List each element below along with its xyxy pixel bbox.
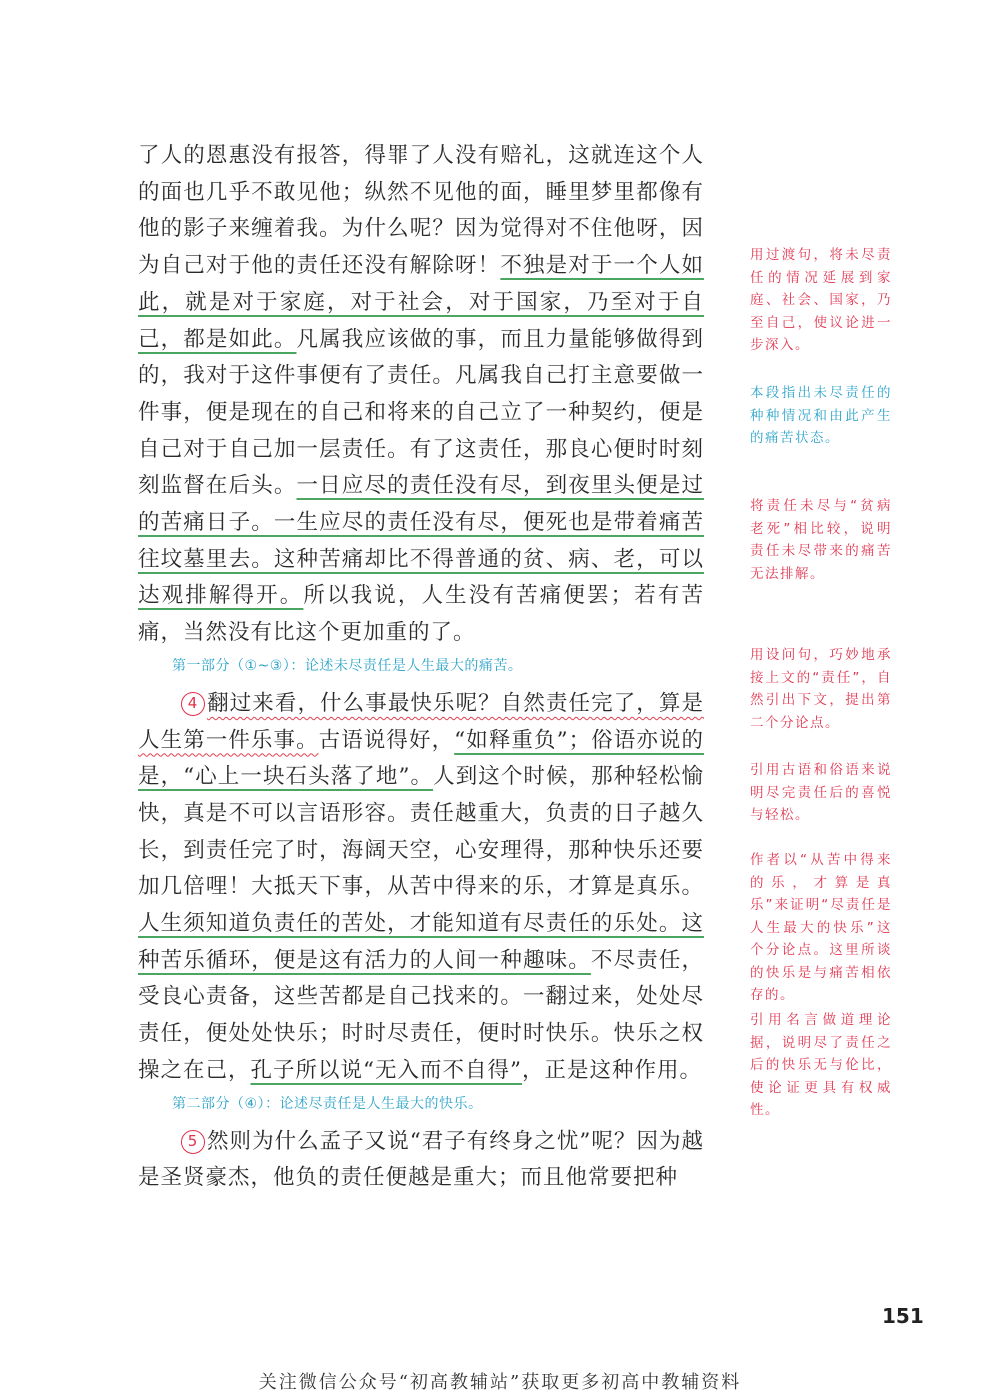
part1-summary bbox=[172, 654, 704, 678]
underlined-transition-sentence: 不独是对于一个人如此，就是对于家庭，对于社会，对于国家，乃至对于自己，都是如此。 bbox=[138, 253, 704, 352]
paragraph-4 bbox=[138, 686, 704, 1090]
main-text bbox=[138, 138, 704, 1197]
part1-text: ：论述未尽责任是人生最大的痛苦。 bbox=[290, 657, 523, 674]
margin-note-proverb: 引用古语和俗语来说明尽完责任后的喜悦与轻松。 bbox=[750, 762, 892, 823]
paragraph-5 bbox=[138, 1124, 704, 1197]
footer-watermark: 关注微信公众号“初高教辅站”获取更多初高中教辅资料 bbox=[258, 1372, 742, 1393]
part2-label: 第二部分（④） bbox=[172, 1095, 266, 1112]
margin-note-sub-argument: 作者以“从苦中得来的乐，才算是真乐”来证明“尽责任是人生最大的快乐”这个分论点。这里所谈的快乐是与痛苦相依存的。 bbox=[750, 852, 892, 1003]
text-segment: 不尽责任，受良心责备，这些苦都是自己找来的。一翻过来，处处尽责任，便处处快乐；时时尽责任，便时时快乐。快乐之权操之在己， bbox=[138, 947, 704, 1083]
text-segment: 古语说得好， bbox=[318, 727, 455, 753]
paragraph-number-badge: 5 bbox=[181, 1130, 205, 1154]
text-segment: 人到这个时候，那种轻松愉快，真是不可以言语形容。责任越重大，负责的日子越久长，到责任完了时，海阔天空，心安理得，那种快乐还要加几倍哩！大抵天下事，从苦中得来的乐，才算是真乐。 bbox=[138, 764, 704, 900]
text-segment: ，正是这种作用。 bbox=[522, 1057, 703, 1083]
margin-note-quote-evidence: 引用名言做道理论据，说明尽了责任之后的快乐无与伦比，使论证更具有权威性。 bbox=[750, 1012, 892, 1118]
part2-summary bbox=[172, 1092, 704, 1116]
part2-text: ：论述尽责任是人生最大的快乐。 bbox=[265, 1095, 483, 1112]
paragraph-3 bbox=[138, 138, 704, 652]
paragraph-number-badge: 4 bbox=[181, 692, 205, 716]
margin-note-transition: 用过渡句，将未尽责任的情况延展到家庭、社会、国家，乃至自己，使议论进一步深入。 bbox=[750, 247, 892, 353]
margin-note-comparison: 将责任未尽与“贫病老死”相比较，说明责任未尽带来的痛苦无法排解。 bbox=[750, 498, 892, 582]
underlined-proverb: “如释重负”；俗语亦说的是，“心上一块石头落了地”。 bbox=[138, 727, 704, 790]
wavy-underlined-question: 翻过来看，什么事最快乐呢？自然责任完了，算是人生第一件乐事。 bbox=[138, 690, 704, 753]
margin-note-paragraph-summary: 本段指出未尽责任的种种情况和由此产生的痛苦状态。 bbox=[750, 385, 892, 446]
margin-note-rhetorical-question: 用设问句，巧妙地承接上文的“责任”，自然引出下文，提出第二个分论点。 bbox=[750, 647, 892, 731]
text-segment: 了人的恩惠没有报答，得罪了人没有赔礼，这就连这个人的面也几乎不敢见他；纵然不见他的面，睡里梦里都像有他的影子来缠着我。为什么呢？因为觉得对不住他呀，因为自己对于他的责任还没有解除呀！ bbox=[138, 143, 704, 279]
text-segment: 所以我说，人生没有苦痛便罢；若有苦痛，当然没有比这个更加重的了。 bbox=[138, 583, 704, 646]
underlined-pain-sentence: 一日应尽的责任没有尽，到夜里头便是过的苦痛日子。一生应尽的责任没有尽，便死也是带着痛苦往坟墓里去。这种苦痛却比不得普通的贫、病、老，可以达观排解得开。 bbox=[138, 473, 704, 609]
text-segment: 凡属我应该做的事，而且力量能够做得到的，我对于这件事便有了责任。凡属我自己打主意要做一件事，便是现在的自己和将来的自己立了一种契约，便是自己对于自己加一层责任。有了这责任，那良心便时时刻刻监督在后头。 bbox=[138, 326, 704, 499]
part1-label: 第一部分（①~③） bbox=[172, 657, 291, 674]
underlined-confucius-quote: 孔子所以说“无入而不自得” bbox=[250, 1057, 522, 1083]
text-segment: 然则为什么孟子又说“君子有终身之忧”呢？因为越是圣贤豪杰，他负的责任便越是重大；而且他常要把种 bbox=[138, 1128, 704, 1191]
underlined-joy-sentence: 人生须知道负责任的苦处，才能知道有尽责任的乐处。这种苦乐循环，便是这有活力的人间一种趣味。 bbox=[138, 911, 704, 973]
page-number: 151 bbox=[882, 1304, 924, 1328]
